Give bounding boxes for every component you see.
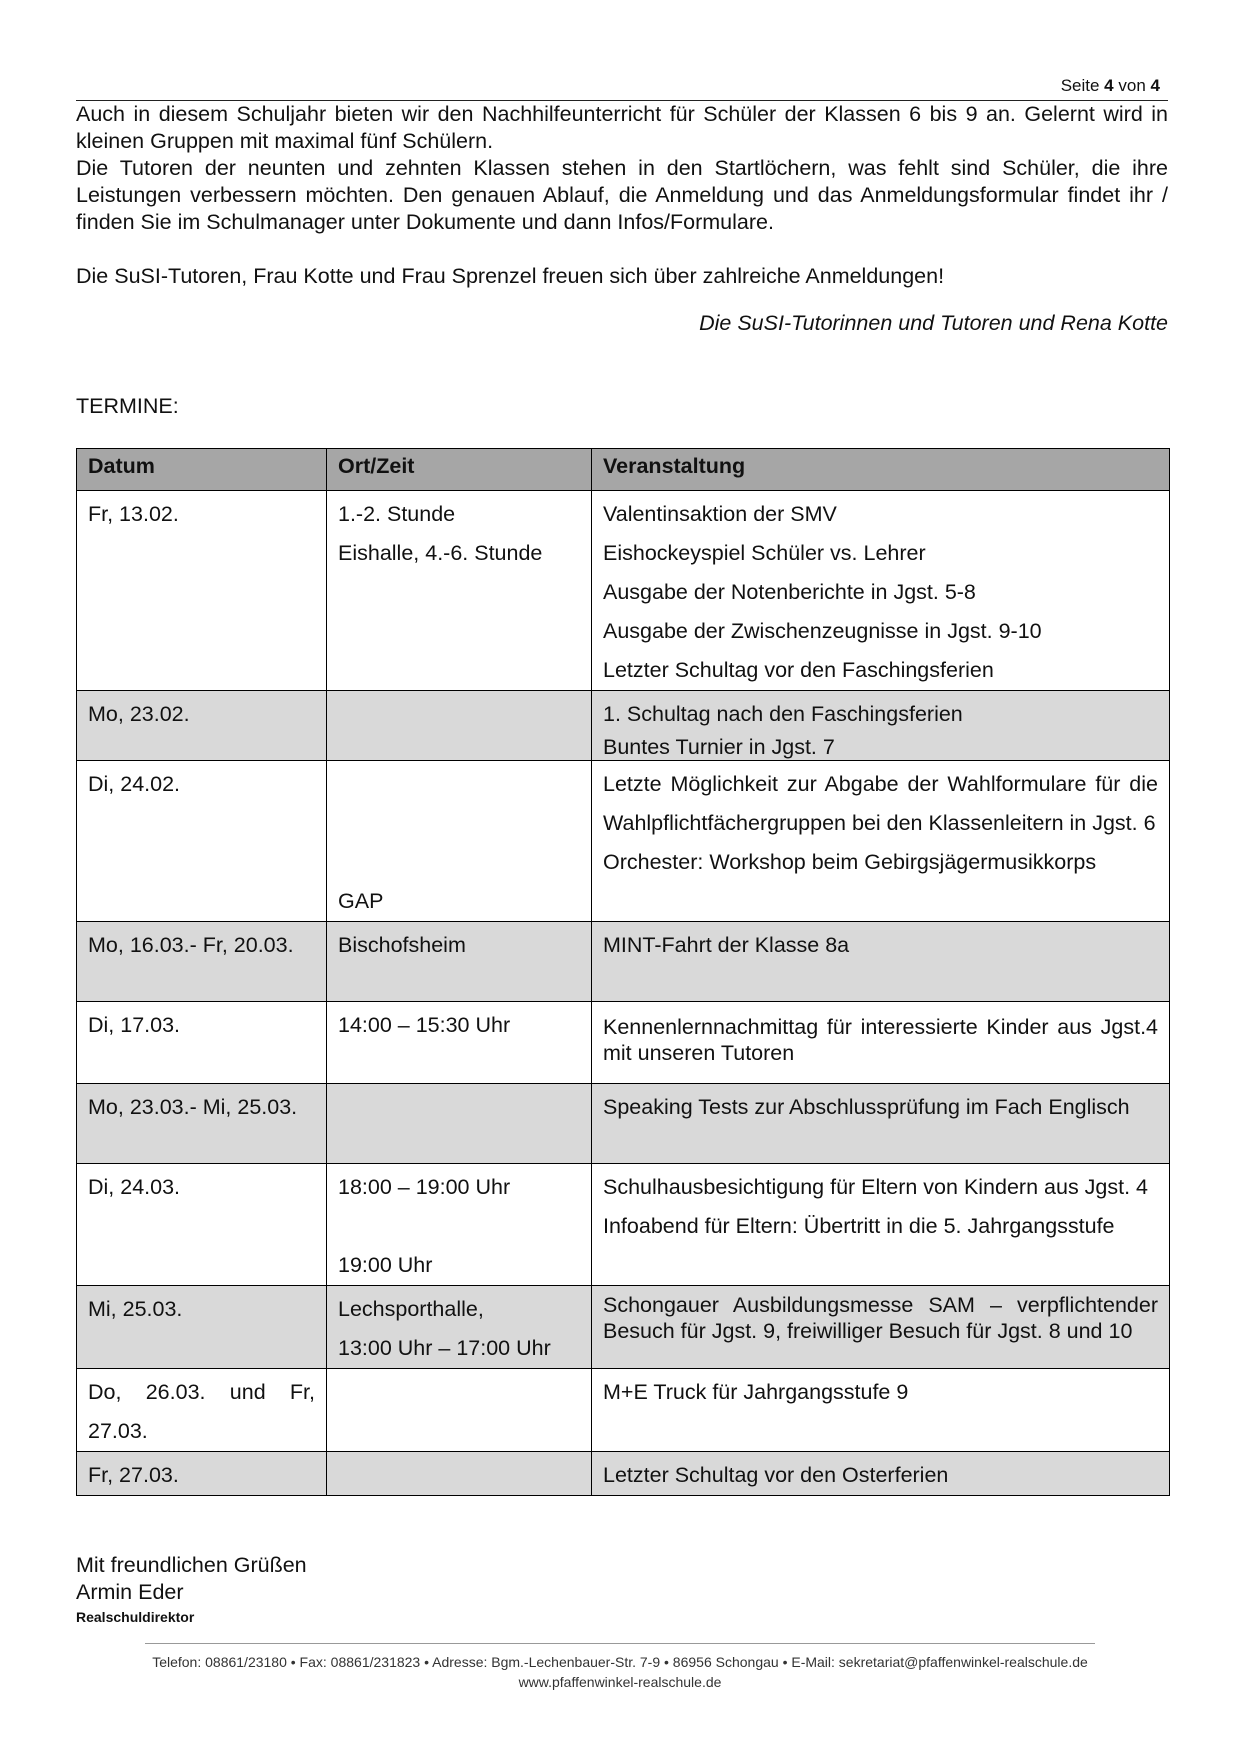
event-cell <box>592 491 1170 691</box>
intro-text <box>76 101 1168 337</box>
event-text: Orchester: Workshop beim Gebirgsjägermusikkorps <box>603 850 1097 874</box>
event-cell <box>592 1452 1170 1496</box>
date-text: Fr, 27.03. <box>88 1463 179 1487</box>
place-text: 14:00 – 15:30 Uhr <box>338 1013 511 1037</box>
intro-paragraph-1: Auch in diesem Schuljahr bieten wir den Nachhilfeunterricht für Schüler der Klassen 6 bis 9 an. Gelernt wird in kleinen Gruppen mit maximal fünf Schülern. <box>76 102 1168 153</box>
event-text: Letzter Schultag vor den Faschingsferien <box>603 658 994 682</box>
event-text: 1. Schultag nach den Faschingsferien <box>603 702 963 726</box>
event-cell <box>592 1286 1170 1369</box>
event-text: Ausgabe der Zwischenzeugnisse in Jgst. 9-10 <box>603 619 1042 643</box>
table-header-row <box>77 449 1170 491</box>
page-mid: von <box>1118 76 1146 95</box>
place-cell <box>327 491 592 691</box>
table-row <box>77 1002 1170 1084</box>
closing-greeting: Mit freundlichen Grüßen <box>76 1553 307 1577</box>
date-cell <box>77 1286 327 1369</box>
footer-website: www.pfaffenwinkel-realschule.de <box>518 1674 722 1690</box>
footer-contact: Telefon: 08861/23180 • Fax: 08861/231823 • Adresse: Bgm.-Lechenbauer-Str. 7-9 • 86956 Schongau • E-Mail: sekretariat@pfaffenwinkel-realschule.de <box>152 1654 1088 1670</box>
table-row <box>77 491 1170 691</box>
event-cell <box>592 691 1170 761</box>
event-text: Ausgabe der Notenberichte in Jgst. 5-8 <box>603 580 976 604</box>
event-cell <box>592 761 1170 922</box>
date-text: Di, 24.03. <box>88 1175 181 1199</box>
place-cell <box>327 691 592 761</box>
page-number <box>1061 76 1160 96</box>
event-cell <box>592 1164 1170 1286</box>
date-cell <box>77 1369 327 1452</box>
event-cell <box>592 1369 1170 1452</box>
date-text: Mi, 25.03. <box>88 1297 183 1321</box>
event-text: Schulhausbesichtigung für Eltern von Kindern aus Jgst. 4 <box>603 1175 1148 1199</box>
date-cell <box>77 491 327 691</box>
page-current: 4 <box>1104 76 1114 95</box>
footer-divider <box>145 1643 1095 1644</box>
table-row <box>77 1452 1170 1496</box>
date-text: Mo, 23.02. <box>88 702 190 726</box>
date-cell <box>77 691 327 761</box>
event-text: M+E Truck für Jahrgangsstufe 9 <box>603 1380 909 1404</box>
event-text: Infoabend für Eltern: Übertritt in die 5. Jahrgangsstufe <box>603 1214 1115 1238</box>
page-footer <box>0 1652 1240 1692</box>
place-cell <box>327 761 592 922</box>
place-cell <box>327 1452 592 1496</box>
event-cell <box>592 922 1170 1002</box>
place-cell <box>327 1164 592 1286</box>
col-header-place: Ort/Zeit <box>327 449 592 491</box>
page-prefix: Seite <box>1060 76 1100 95</box>
table-row <box>77 1369 1170 1452</box>
place-text: Eishalle, 4.-6. Stunde <box>338 541 543 565</box>
place-cell <box>327 1286 592 1369</box>
events-table <box>76 448 1170 1496</box>
place-text: 1.-2. Stunde <box>338 502 456 526</box>
event-text: Valentinsaktion der SMV <box>603 502 837 526</box>
place-cell <box>327 1002 592 1084</box>
table-row <box>77 761 1170 922</box>
event-text: Letzte Möglichkeit zur Abgabe der Wahlformulare für die Wahlpflichtfächergruppen bei den Klassenleitern in Jgst. 6 <box>603 772 1158 835</box>
intro-paragraph-2: Die Tutoren der neunten und zehnten Klassen stehen in den Startlöchern, was fehlt sind Schüler, die ihre Leistungen verbessern möchten. Den genauen Ablauf, die Anmeldung und das Anmeldungsformular findet ihr / finden Sie im Schulmanager unter Dokumente und dann Infos/Formulare. <box>76 156 1168 234</box>
date-text: Mo, 16.03.- Fr, 20.03. <box>88 933 294 957</box>
page-total: 4 <box>1150 76 1160 95</box>
place-cell <box>327 1369 592 1452</box>
closing-block <box>76 1552 307 1628</box>
date-text: Do, 26.03. und Fr, 27.03. <box>88 1380 315 1443</box>
place-text: Bischofsheim <box>338 933 466 957</box>
place-text: 13:00 Uhr – 17:00 Uhr <box>338 1336 551 1360</box>
date-cell <box>77 1002 327 1084</box>
table-row <box>77 1164 1170 1286</box>
date-text: Fr, 13.02. <box>88 502 179 526</box>
date-cell <box>77 761 327 922</box>
table-row <box>77 922 1170 1002</box>
signer-title: Realschuldirektor <box>76 1609 195 1625</box>
table-row <box>77 1084 1170 1164</box>
table-row <box>77 1286 1170 1369</box>
place-text: GAP <box>338 889 384 913</box>
col-header-date: Datum <box>77 449 327 491</box>
event-text: Speaking Tests zur Abschlussprüfung im Fach Englisch <box>603 1095 1130 1119</box>
place-cell <box>327 1084 592 1164</box>
date-cell <box>77 922 327 1002</box>
event-text: Buntes Turnier in Jgst. 7 <box>603 735 835 759</box>
event-text: Eishockeyspiel Schüler vs. Lehrer <box>603 541 926 565</box>
termine-heading: TERMINE: <box>76 394 179 418</box>
table-row <box>77 691 1170 761</box>
date-text: Di, 24.02. <box>88 772 181 796</box>
event-text: Schongauer Ausbildungsmesse SAM – verpflichtender Besuch für Jgst. 9, freiwilliger Besuch für Jgst. 8 und 10 <box>603 1293 1158 1343</box>
event-text: MINT-Fahrt der Klasse 8a <box>603 933 850 957</box>
place-text: 19:00 Uhr <box>338 1253 433 1277</box>
date-cell <box>77 1164 327 1286</box>
event-cell <box>592 1002 1170 1084</box>
page-header <box>76 74 1168 101</box>
date-cell <box>77 1452 327 1496</box>
place-text: 18:00 – 19:00 Uhr <box>338 1175 511 1199</box>
col-header-event: Veranstaltung <box>592 449 1170 491</box>
place-cell <box>327 922 592 1002</box>
event-cell <box>592 1084 1170 1164</box>
event-text: Kennenlernnachmittag für interessierte Kinder aus Jgst.4 mit unseren Tutoren <box>603 1015 1158 1065</box>
event-text: Letzter Schultag vor den Osterferien <box>603 1463 949 1487</box>
intro-signature: Die SuSI-Tutorinnen und Tutoren und Rena Kotte <box>699 311 1168 335</box>
date-text: Di, 17.03. <box>88 1013 181 1037</box>
place-text: Lechsporthalle, <box>338 1297 484 1321</box>
signer-name: Armin Eder <box>76 1580 184 1604</box>
date-text: Mo, 23.03.- Mi, 25.03. <box>88 1095 298 1119</box>
intro-paragraph-3: Die SuSI-Tutoren, Frau Kotte und Frau Sprenzel freuen sich über zahlreiche Anmeldungen! <box>76 264 945 288</box>
date-cell <box>77 1084 327 1164</box>
